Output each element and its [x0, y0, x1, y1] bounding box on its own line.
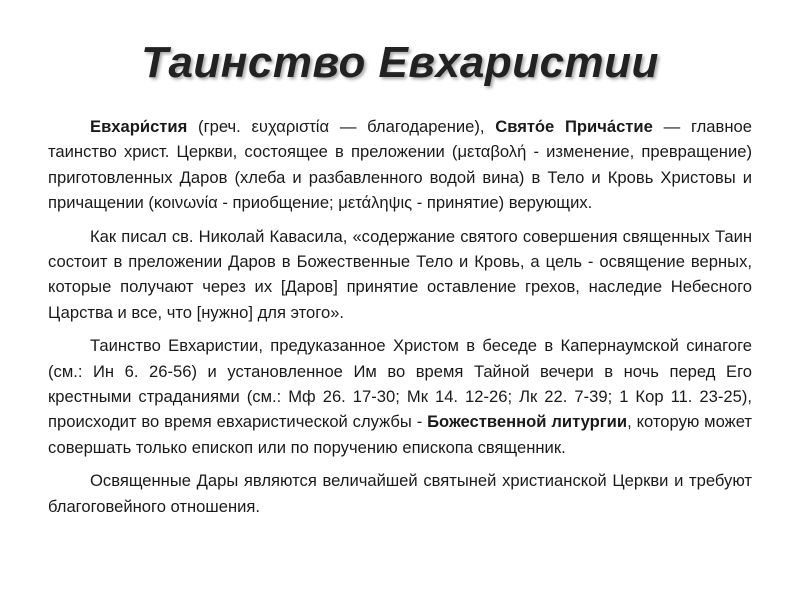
slide-title: Таинство Евхаристии — [141, 38, 659, 87]
term-eucharist: Евхари́стия — [90, 117, 188, 136]
definition-text-2: — главное таинство христ. Церкви, состоящее в преложении (μεταβολή - изменение, превращение) приготовленных Даров (хлеба и разбавленного водой вина) в Тело и Кровь Христовы и причащении (κοινωνία - приобщение; μετάληψις - принятие) верующих. — [48, 117, 752, 213]
paragraph-holy-gifts: Освященные Дары являются величайшей святыней христианской Церкви и требуют благоговейного отношения. — [48, 471, 752, 516]
paragraph-institution — [48, 333, 752, 460]
term-divine-liturgy: Божественной литургии — [427, 412, 628, 432]
institution-text-2: , которую может совершать только епископ или по поручению епископа священник. — [48, 412, 753, 457]
slide-body — [48, 114, 752, 527]
definition-text-1: (греч. ευχαριστία — благодарение), — [187, 117, 496, 136]
institution-text-1: Таинство Евхаристии, предуказанное Христом в беседе в Капернаумской синагоге (см.: Ин 6. 26-56) и установленное Им во время Тайной вечери в ночь перед Его крестными страданиями (см.: Мф 26. 17-30; Мк 14. 12-26; Лк 22. 7-39; 1 Кор 11. 23-25), происходит во время евхаристической службы - — [48, 336, 752, 432]
paragraph-kavasila-quote: Как писал св. Николай Кавасила, «содержание святого совершения священных Таин состоит в преложении Даров в Божественные Тело и Кровь, а цель - освящение верных, которые получают через их [Даров] принятие оставление грехов, наследие Небесного Царства и все, что [нужно] для этого». — [48, 226, 752, 322]
paragraph-definition — [48, 114, 752, 216]
term-holy-communion: Свято́е Прича́стие — [495, 117, 653, 136]
